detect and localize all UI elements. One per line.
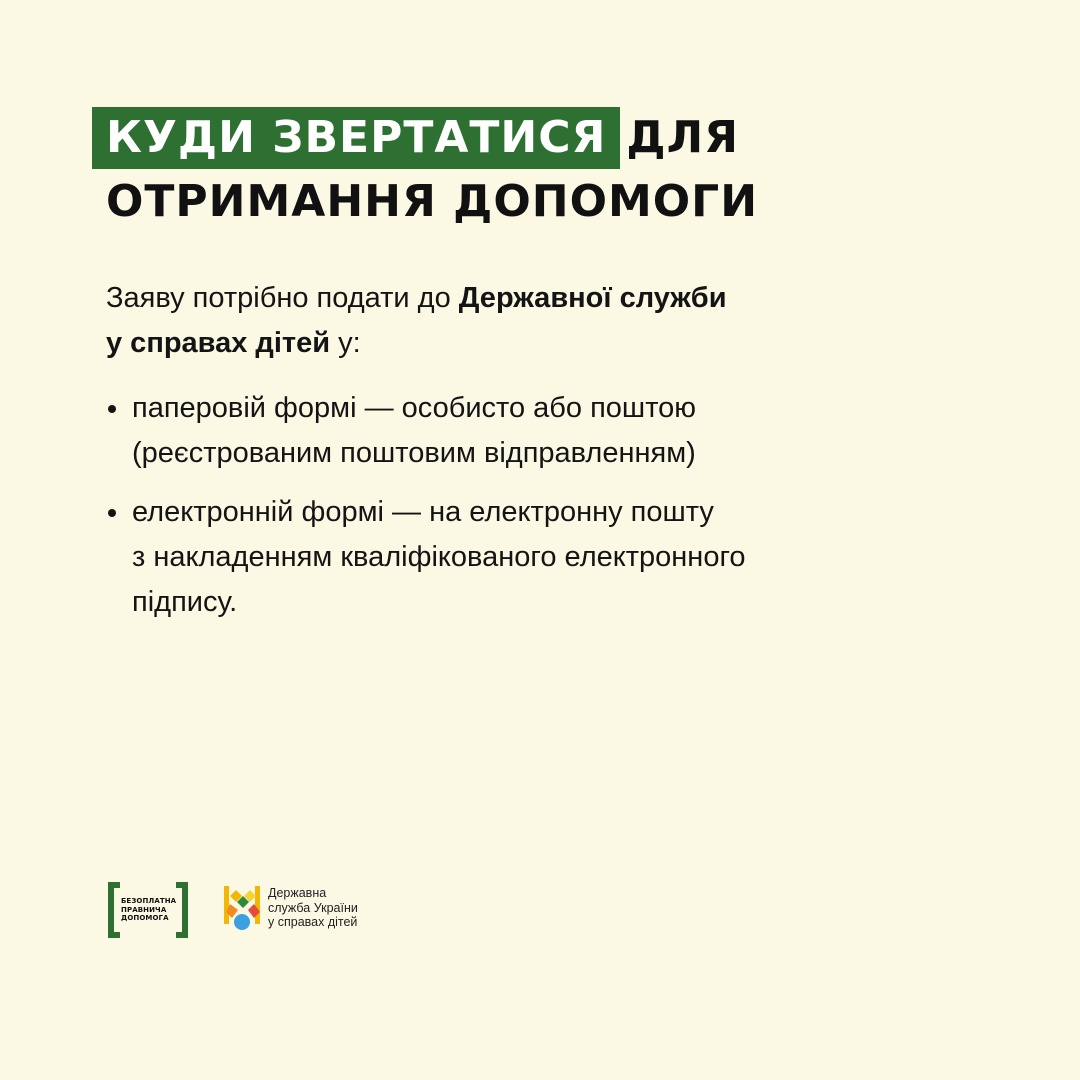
heading-highlight: КУДИ ЗВЕРТАТИСЯ — [92, 107, 620, 169]
heading-line-2: ОТРИМАННЯ ДОПОМОГИ — [106, 176, 759, 227]
heading-line-1 — [92, 106, 992, 170]
intro-bold-2: у справах дітей — [106, 327, 331, 359]
intro-paragraph — [106, 276, 926, 366]
children-service-logo-text — [268, 886, 358, 930]
free-legal-aid-logo-text — [121, 897, 177, 923]
left-bracket-icon — [108, 882, 120, 938]
list-item-line: (реєстрованим поштовим відправленням) — [132, 437, 696, 469]
children-service-logo — [224, 886, 394, 938]
bullet-dot-icon — [108, 405, 116, 413]
logo-text-line: ДОПОМОГА — [121, 914, 169, 922]
logo-text-line: служба України — [268, 900, 358, 915]
free-legal-aid-logo — [108, 882, 188, 938]
bullet-dot-icon — [108, 509, 116, 517]
list-item — [106, 490, 966, 625]
list-item-line: з накладенням кваліфікованого електронного — [132, 541, 746, 573]
intro-bold-1: Державної служби — [458, 282, 727, 314]
logo-text-line: у справах дітей — [268, 915, 358, 929]
logo-text-line: Державна — [268, 886, 327, 900]
submission-methods-list — [106, 386, 966, 639]
list-item-line: паперовій формі — особисто або поштою — [132, 392, 697, 424]
intro-text-1: Заяву потрібно подати до — [106, 282, 459, 314]
list-item-line: підпису. — [132, 586, 238, 618]
logo-text-line: ПРАВНИЧА — [121, 905, 167, 914]
page-heading — [92, 106, 992, 234]
intro-text-2: у: — [330, 327, 361, 359]
children-service-emblem-icon — [224, 886, 264, 932]
logo-text-line: БЕЗОПЛАТНА — [121, 897, 177, 905]
list-item — [106, 386, 966, 476]
list-item-line: електронній формі — на електронну пошту — [132, 496, 714, 528]
right-bracket-icon — [176, 882, 188, 938]
heading-rest: ДЛЯ — [626, 112, 740, 163]
